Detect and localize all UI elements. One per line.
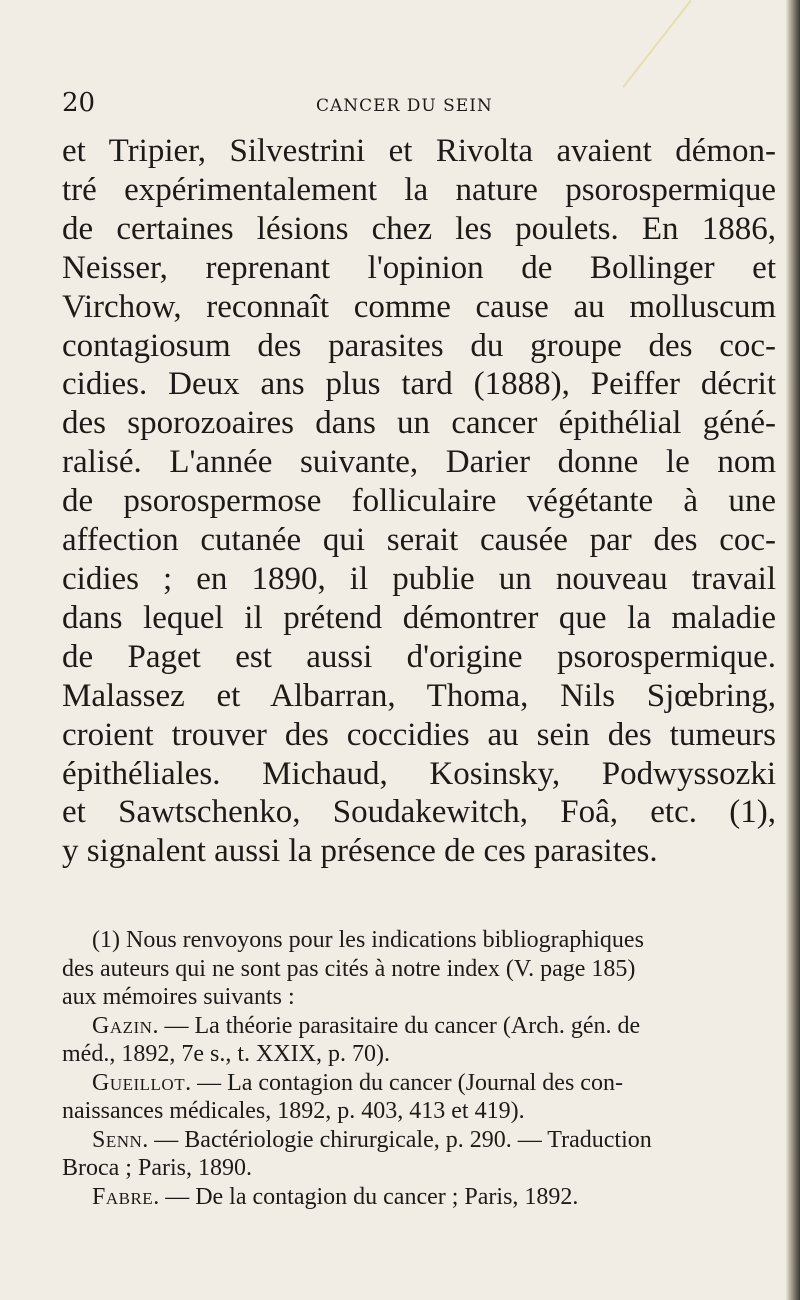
page-number: 20 [62, 88, 96, 118]
body-line: ralisé. L'année suivante, Darier donne le nom [62, 444, 776, 481]
body-line: Virchow, reconnaît comme cause au molluscum [62, 288, 776, 325]
body-paragraph [62, 132, 776, 871]
reference-author: Fabre [92, 1183, 154, 1210]
reference-author: Gueillot [92, 1069, 186, 1096]
reference-text: . — La contagion du cancer (Journal des con- [185, 1069, 623, 1096]
body-line: Malassez et Albarran, Thoma, Nils Sjœbring, [62, 677, 776, 714]
reference-continuation: méd., 1892, 7e s., t. XXIX, p. 70). [62, 1041, 390, 1067]
page-header [62, 88, 762, 118]
footnote-line: (1) Nous renvoyons pour les indications bibliographiques [92, 927, 644, 953]
reference-entry [62, 1069, 776, 1098]
body-line: Neisser, reprenant l'opinion de Bollinger et [62, 249, 776, 286]
body-line: épithéliales. Michaud, Kosinsky, Podwyssozki [62, 755, 776, 792]
body-line: et Sawtschenko, Soudakewitch, Foâ, etc. (1), [62, 794, 776, 831]
reference-continuation: naissances médicales, 1892, p. 403, 413 et 419). [62, 1098, 525, 1124]
running-head: CANCER DU SEIN [316, 96, 493, 116]
footnotes [62, 926, 776, 1211]
page-edge-shadow [786, 0, 800, 1300]
reference-author: Gazin [92, 1012, 153, 1039]
reference-entry [62, 1012, 776, 1041]
body-line: et Tripier, Silvestrini et Rivolta avaient démon- [62, 133, 776, 169]
reference-continuation: Broca ; Paris, 1890. [62, 1155, 252, 1181]
body-line: y signalent aussi la présence de ces parasites. [62, 833, 658, 870]
body-line: de Paget est aussi d'origine psorospermique. [62, 638, 776, 675]
reference-entry [62, 1126, 776, 1155]
body-line: tré expérimentalement la nature psorospermique [62, 171, 776, 208]
body-line: croient trouver des coccidies au sein des tumeurs [62, 716, 776, 753]
reference-text: . — La théorie parasitaire du cancer (Arch. gén. de [152, 1012, 641, 1039]
body-line: affection cutanée qui serait causée par des coc- [62, 522, 776, 559]
reference-text: . — De la contagion du cancer ; Paris, 1892. [153, 1183, 579, 1210]
footnote-line: aux mémoires suivants : [62, 984, 295, 1010]
reference-author: Senn [92, 1126, 143, 1153]
body-line: des sporozoaires dans un cancer épithélial géné- [62, 405, 776, 442]
body-line: de certaines lésions chez les poulets. En 1886, [62, 210, 776, 247]
paper-crease-mark [622, 0, 691, 88]
reference-entry [62, 1183, 776, 1212]
body-line: cidies ; en 1890, il publie un nouveau travail [62, 560, 776, 597]
body-line: cidies. Deux ans plus tard (1888), Peiffer décrit [62, 366, 776, 403]
body-line: contagiosum des parasites du groupe des coc- [62, 327, 776, 364]
body-line: dans lequel il prétend démontrer que la maladie [62, 599, 776, 636]
footnote-line: des auteurs qui ne sont pas cités à notre index (V. page 185) [62, 955, 636, 982]
body-line: de psorospermose folliculaire végétante à une [62, 483, 776, 520]
reference-text: . — Bactériologie chirurgicale, p. 290. — Traduction [142, 1126, 652, 1153]
